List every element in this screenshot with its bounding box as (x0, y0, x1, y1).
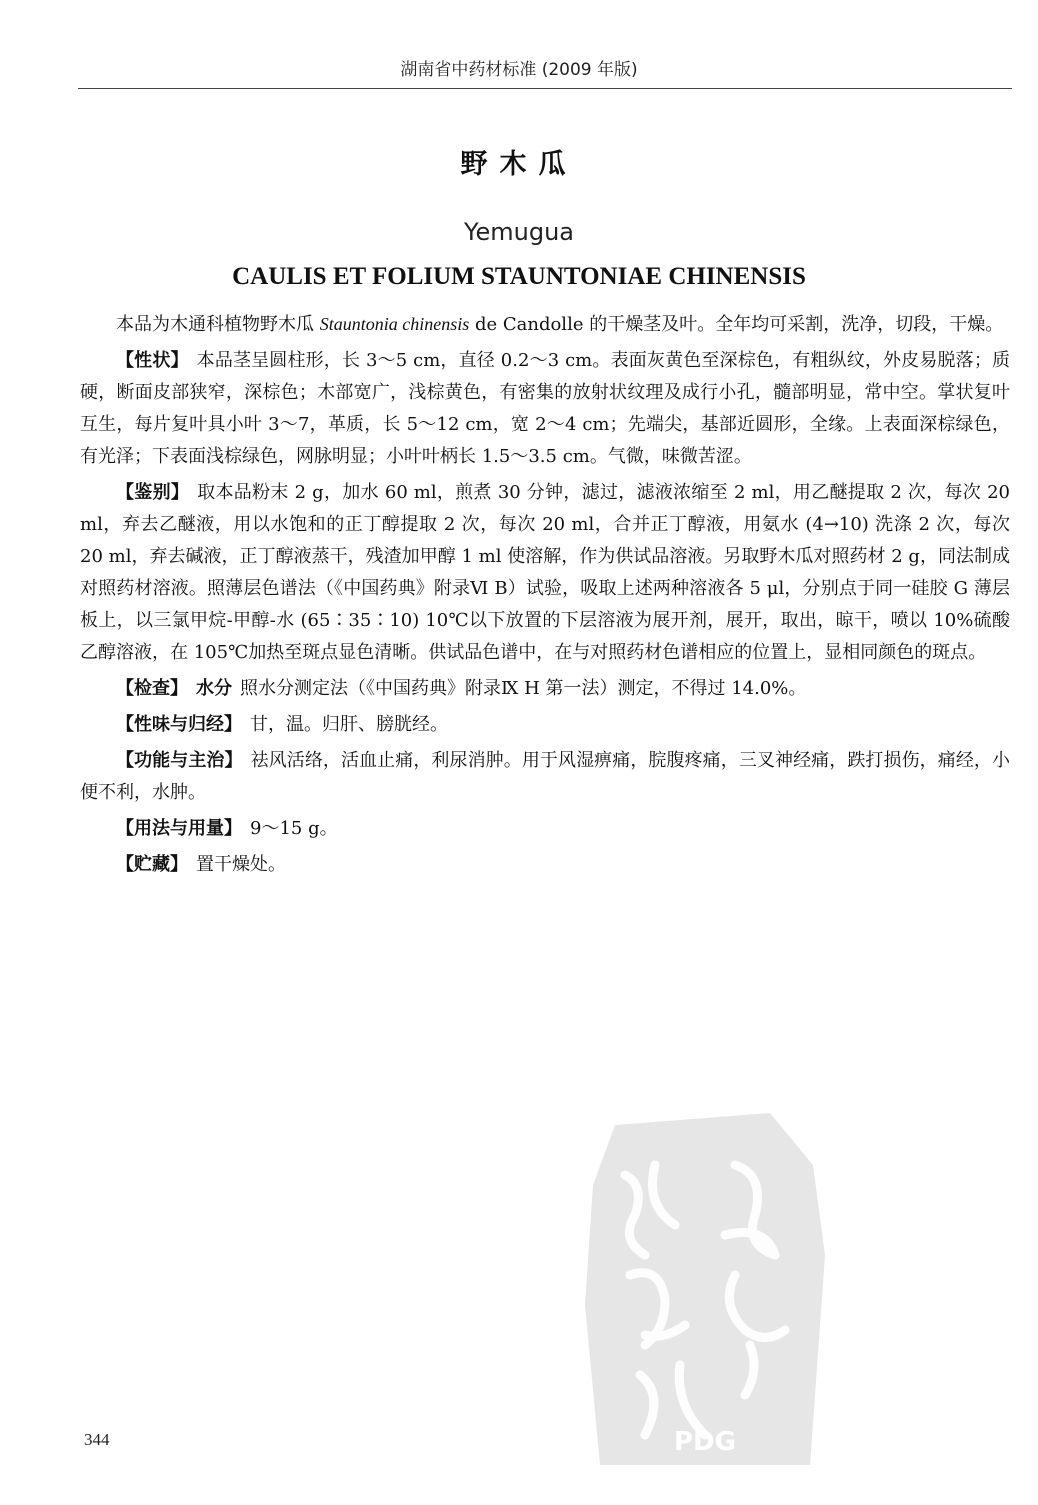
section-heading: 【用法与用量】 (116, 818, 242, 839)
intro-text-after: de Candolle 的干燥茎及叶。全年均可采割，洗净，切段，干燥。 (469, 314, 1004, 335)
section-characters (80, 345, 1010, 473)
section-text: 置干燥处。 (196, 854, 286, 875)
entry-pinyin: Yemugua (464, 218, 574, 246)
section-heading: 【鉴别】 (116, 482, 190, 503)
page-number: 344 (84, 1430, 110, 1449)
section-identification (80, 477, 1010, 669)
running-header: 湖南省中药材标准 (2009 年版) (400, 60, 638, 80)
section-subheading: 水分 (196, 678, 232, 699)
section-functions (80, 745, 1010, 809)
section-dosage (80, 813, 1010, 845)
entry-latin-title: CAULIS ET FOLIUM STAUNTONIAE CHINENSIS (232, 263, 806, 290)
intro-latin-name: Stauntonia chinensis (319, 314, 470, 334)
section-text: 照水分测定法（《中国药典》附录Ⅸ H 第一法）测定，不得过 14.0%。 (240, 678, 807, 699)
watermark-text: PDG (674, 1427, 736, 1457)
entry-body (80, 308, 1010, 881)
section-heading: 【性状】 (116, 350, 189, 371)
section-text: 9～15 g。 (250, 818, 338, 839)
section-text: 祛风活络，活血止痛，利尿消肿。用于风湿痹痛，脘腹疼痛，三叉神经痛，跌打损伤，痛经，小便不利，水肿。 (80, 750, 1011, 803)
section-heading: 【性味与归经】 (116, 714, 242, 735)
section-text: 甘，温。归肝、膀胱经。 (250, 714, 448, 735)
header-rule (78, 88, 1012, 89)
section-inspection (80, 673, 1010, 705)
section-heading: 【功能与主治】 (116, 750, 243, 771)
section-nature-meridian (80, 709, 1010, 741)
section-text: 本品茎呈圆柱形，长 3～5 cm，直径 0.2～3 cm。表面灰黄色至深棕色，有粗纵纹，外皮易脱落；质硬，断面皮部狭窄，深棕色；木部宽广，浅棕黄色，有密集的放射状纹理及成行小孔，髓部明显，常中空。掌状复叶互生，每片复叶具小叶 3～7，革质，长 5～12 cm，宽 2～4 cm；先端尖，基部近圆形，全缘。上表面深棕绿色，有光泽；下表面浅棕绿色，网脉明显；小叶叶柄长 1.5～3.5 cm。气微，味微苦涩。 (80, 350, 1010, 467)
intro-paragraph (80, 308, 1010, 341)
section-text: 取本品粉末 2 g，加水 60 ml，煎煮 30 分钟，滤过，滤液浓缩至 2 ml，用乙醚提取 2 次，每次 20 ml，弃去乙醚液，用以水饱和的正丁醇提取 2 次，每次 20 ml，合并正丁醇液，用氨水 (4→10) 洗涤 2 次，每次 20 ml，弃去碱液，正丁醇液蒸干，残渣加甲醇 1 ml 使溶解，作为供试品溶液。另取野木瓜对照药材 2 g，同法制成对照药材溶液。照薄层色谱法（《中国药典》附录Ⅵ B）试验，吸取上述两种溶液各 5 μl，分别点于同一硅胶 G 薄层板上，以三氯甲烷-甲醇-水 (65∶35∶10) 10℃以下放置的下层溶液为展开剂，展开，取出，晾干，喷以 10%硫酸乙醇溶液，在 105℃加热至斑点显色清晰。供试品色谱中，在与对照药材色谱相应的位置上，显相同颜色的斑点。 (80, 482, 1010, 663)
watermark-seal (585, 1105, 825, 1465)
entry-title: 野木瓜 (460, 149, 578, 180)
seal-shape (585, 1105, 825, 1465)
section-storage (80, 849, 1010, 881)
section-heading: 【检查】 (116, 678, 188, 699)
intro-text-before: 本品为木通科植物野木瓜 (116, 314, 320, 335)
section-heading: 【贮藏】 (116, 854, 188, 875)
